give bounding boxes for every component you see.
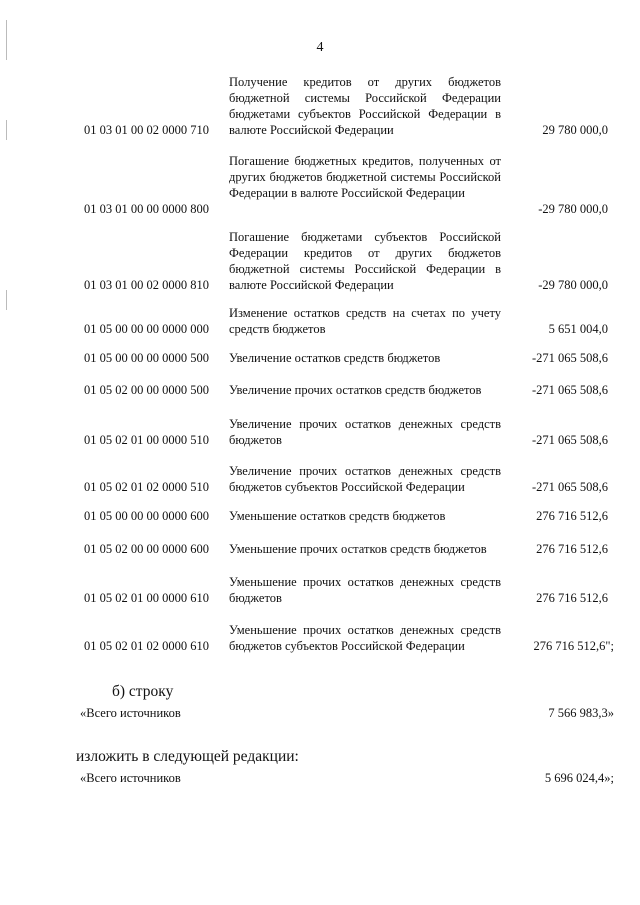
row-code: 01 05 02 01 02 0000 610: [84, 639, 209, 653]
row-value: -29 780 000,0: [538, 202, 608, 216]
row-code: 01 05 00 00 00 0000 600: [84, 509, 209, 523]
margin-mark: [6, 290, 7, 310]
total-sources-old-label: «Всего источников: [80, 706, 181, 720]
row-value: -271 065 508,6: [531, 383, 608, 397]
total-sources-new-value: 5 696 024,4»;: [544, 771, 614, 785]
row-value: 5 651 004,0: [548, 322, 608, 336]
row-code: 01 03 01 00 02 0000 810: [84, 278, 209, 292]
new-version-heading: изложить в следующей редакции:: [76, 748, 299, 765]
margin-mark: [6, 120, 7, 140]
row-code: 01 05 02 01 00 0000 610: [84, 591, 209, 605]
row-value: -271 065 508,6: [531, 433, 608, 447]
row-value: 276 716 512,6: [536, 542, 608, 556]
row-value: 276 716 512,6";: [533, 639, 614, 653]
row-description: Изменение остатков средств на счетах по учету средств бюджетов: [229, 306, 501, 336]
row-code: 01 05 00 00 00 0000 000: [84, 322, 209, 336]
page-number: 4: [316, 40, 324, 55]
row-value: -29 780 000,0: [538, 278, 608, 292]
row-description: Увеличение прочих остатков средств бюджетов: [229, 383, 482, 397]
row-value: 29 780 000,0: [542, 123, 608, 137]
row-code: 01 05 00 00 00 0000 500: [84, 351, 209, 365]
row-description: Погашение бюджетных кредитов, полученных от других бюджетов бюджетной системы Российской Федерации в валюте Российской Федерации: [229, 154, 501, 200]
row-description: Уменьшение прочих остатков средств бюджетов: [229, 542, 487, 556]
row-code: 01 05 02 00 00 0000 600: [84, 542, 209, 556]
row-description: Увеличение остатков средств бюджетов: [229, 351, 441, 365]
row-value: -271 065 508,6: [531, 351, 608, 365]
row-code: 01 05 02 00 00 0000 500: [84, 383, 209, 397]
row-description: Погашение бюджетами субъектов Российской Федерации кредитов от других бюджетов бюджетной системы Российской Федерации в валюте Российской Федерации: [229, 230, 501, 292]
row-description: Увеличение прочих остатков денежных средств бюджетов: [229, 417, 501, 447]
total-sources-old-value: 7 566 983,3»: [548, 706, 614, 720]
row-description: Увеличение прочих остатков денежных средств бюджетов субъектов Российской Федерации: [229, 464, 501, 494]
row-description: Уменьшение прочих остатков денежных средств бюджетов: [229, 575, 501, 605]
row-value: -271 065 508,6: [531, 480, 608, 494]
row-code: 01 03 01 00 02 0000 710: [84, 123, 209, 137]
row-description: Уменьшение остатков средств бюджетов: [229, 509, 446, 523]
row-value: 276 716 512,6: [536, 591, 608, 605]
row-code: 01 05 02 01 02 0000 510: [84, 480, 209, 494]
row-description: Получение кредитов от других бюджетов бюджетной системы Российской Федерации бюджетами субъектов Российской Федерации в валюте Российской Федерации: [229, 75, 501, 137]
row-value: 276 716 512,6: [536, 509, 608, 523]
row-code: 01 03 01 00 00 0000 800: [84, 202, 209, 216]
section-b-heading: б) строку: [112, 683, 174, 700]
total-sources-new-label: «Всего источников: [80, 771, 181, 785]
row-code: 01 05 02 01 00 0000 510: [84, 433, 209, 447]
row-description: Уменьшение прочих остатков денежных средств бюджетов субъектов Российской Федерации: [229, 623, 501, 653]
